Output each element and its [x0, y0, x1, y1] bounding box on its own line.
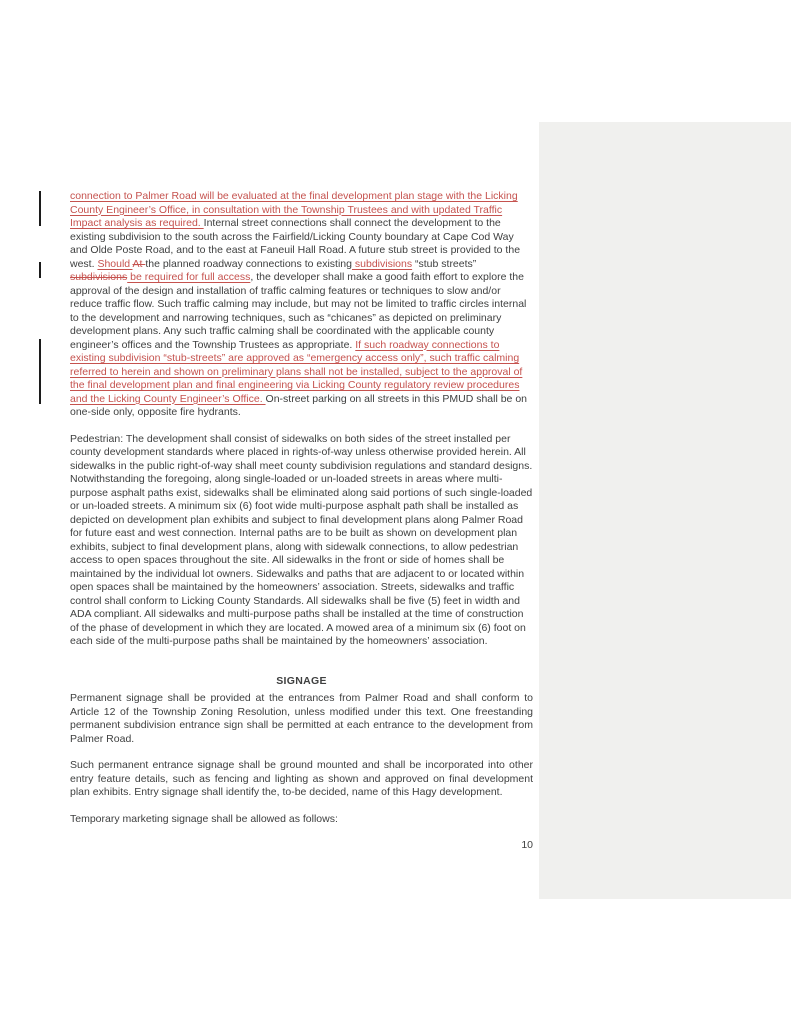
paragraph-permanent-signage: Permanent signage shall be provided at the entrances from Palmer Road and shall conform to Article 12 of the Township Zoning Resolution, unless modified under this text. One freestanding permanent subdivision entrance sign shall be permitted at each entrance to the development from Palmer Road. — [70, 692, 533, 745]
paragraph-temporary-signage: Temporary marketing signage shall be allowed as follows: — [70, 812, 338, 825]
review-side-panel — [539, 122, 791, 899]
body-text: On-street parking on all streets in this PMUD shall be on one-side only, opposite fire hydrants. — [70, 392, 527, 418]
body-text: Internal street connections shall connect the development to the existing subdivision to the south across the Fairfield/Licking County boundary at Cape Cod Way and Olde Poste Road, and to the east at Faneuil Hall Road. A future stub street is provided to the west. — [70, 217, 521, 270]
inserted-text: Should — [97, 257, 133, 270]
deleted-text: At — [132, 257, 146, 270]
inserted-text: If such roadway connections to existing subdivision “stub-streets” are approved as “emergency access only”, such traffic calming referred to herein and shown on preliminary plans shall not be installed, subject to the approval of the final development plan and final engineering via Licking County regulatory review procedures and the Licking County Engineer’s Office. — [70, 338, 523, 405]
paragraph-roadway-connections — [70, 190, 533, 420]
inserted-text: be required for full access — [127, 271, 251, 283]
change-bar — [39, 262, 41, 278]
deleted-text: subdivisions — [70, 271, 128, 283]
paragraph-entrance-signage: Such permanent entrance signage shall be ground mounted and shall be incorporated into other entry feature details, such as fencing and lighting as shown and approved on final development plan exhibits. Entry signage shall identify the, to-be decided, name of this Hagy development. — [70, 759, 533, 798]
change-bar — [39, 339, 41, 404]
paragraph-pedestrian: Pedestrian: The development shall consist of sidewalks on both sides of the street installed per county development standards where placed in rights-of-way unless otherwise provided herein. All sidewalks in the public right-of-way shall meet county subdivision regulations and standard designs. Notwithstanding the foregoing, along single-loaded or un-loaded streets in areas where multi-purpose asphalt paths exist, sidewalks shall be eliminated along said portions of such single-loaded or un-loaded streets. A minimum six (6) foot wide multi-purpose asphalt path shall be installed as depicted on development plan exhibits and subject to final development plans along Palmer Road for future east and west connection. Internal paths are to be built as shown on development plan exhibits, subject to final development plans, along with sidewalk connections, to allow pedestrian access to open spaces throughout the site. All sidewalks in the front or side of homes shall be maintained by the individual lot owners. Sidewalks and paths that are adjacent to or located within open spaces shall be maintained by the homeowners’ association. Streets, sidewalks and traffic control shall conform to Licking County Standards. All sidewalks shall be five (5) feet in width and ADA compliant. All sidewalks and multi-purpose paths shall be installed at the time of construction of the phase of development in which they are located. A mowed area of a minimum six (6) foot on each side of the multi-purpose paths shall be maintained by the homeowners’ association. — [70, 432, 533, 647]
body-text: the planned roadway connections to existing — [145, 257, 352, 270]
inserted-text: subdivisions — [351, 257, 413, 270]
document-body — [70, 190, 533, 853]
body-text: “stub streets” — [412, 257, 477, 270]
change-bar — [39, 191, 41, 226]
page-number: 10 — [521, 839, 533, 851]
body-text: , the developer shall make a good faith effort to explore the approval of the design and installation of traffic calming features or techniques to slow and/or reduce traffic flow. Such traffic calming may include, but may not be limited to traffic circles internal to the development and narrowing techniques, such as “chicanes” as depicted on preliminary development plans. Any such traffic calming shall be coordinated with the applicable county engineer’s offices and the Township Trustees as appropriate. — [70, 271, 527, 351]
heading-signage: SIGNAGE — [276, 674, 327, 687]
inserted-text: connection to Palmer Road will be evaluated at the final development plan stage with the Licking County Engineer’s Office, in consultation with the Township Trustees and with updated Traffic Impact analysis as required. — [70, 190, 518, 229]
